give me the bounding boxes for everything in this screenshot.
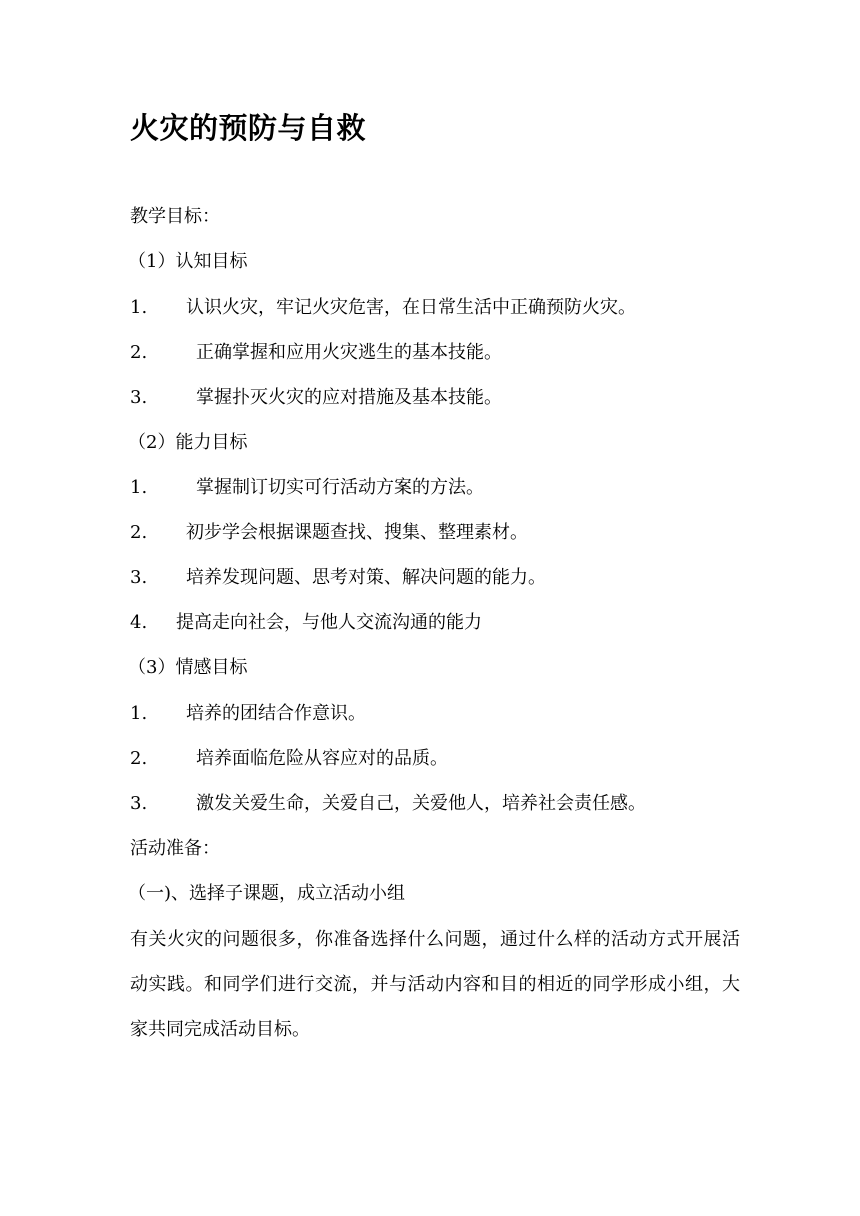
cognitive-item-1 bbox=[130, 293, 636, 323]
item-number: 3. bbox=[130, 567, 148, 588]
item-number: 3. bbox=[130, 387, 148, 408]
subsection-heading: （一)、选择子课题，成立活动小组 bbox=[128, 883, 406, 904]
item-number: 2. bbox=[130, 522, 148, 543]
item-text: 培养的团结合作意识。 bbox=[186, 703, 366, 724]
item-number: 2. bbox=[130, 748, 148, 769]
emotion-heading: （3）情感目标 bbox=[128, 657, 248, 678]
emotion-item-3 bbox=[130, 789, 646, 819]
item-text: 培养发现问题、思考对策、解决问题的能力。 bbox=[186, 567, 546, 588]
item-text: 掌握制订切实可行活动方案的方法。 bbox=[196, 477, 484, 498]
item-text: 培养面临危险从容应对的品质。 bbox=[196, 748, 448, 769]
item-text: 提高走向社会，与他人交流沟通的能力 bbox=[176, 612, 482, 633]
item-number: 3. bbox=[130, 793, 148, 814]
item-text: 初步学会根据课题查找、搜集、整理素材。 bbox=[186, 522, 528, 543]
item-number: 1. bbox=[130, 477, 148, 498]
item-number: 1. bbox=[130, 297, 148, 318]
cognitive-item-3 bbox=[130, 383, 502, 413]
item-number: 2. bbox=[130, 342, 148, 363]
body-paragraph: 有关火灾的问题很多，你准备选择什么问题，通过什么样的活动方式开展活动实践。和同学们进行交流，并与活动内容和目的相近的同学形成小组，大家共同完成活动目标。 bbox=[130, 929, 740, 1040]
cognitive-item-2 bbox=[130, 338, 502, 368]
ability-item-3 bbox=[130, 563, 546, 593]
cognitive-heading: （1）认知目标 bbox=[128, 251, 248, 272]
item-number: 1. bbox=[130, 703, 148, 724]
ability-heading: （2）能力目标 bbox=[128, 432, 248, 453]
item-text: 正确掌握和应用火灾逃生的基本技能。 bbox=[196, 342, 502, 363]
preparation-heading: 活动准备： bbox=[130, 838, 220, 859]
document-title: 火灾的预防与自救 bbox=[130, 111, 367, 145]
item-number: 4. bbox=[130, 612, 148, 633]
objectives-heading: 教学目标： bbox=[130, 206, 220, 227]
ability-item-1 bbox=[130, 473, 484, 503]
ability-item-4 bbox=[130, 608, 482, 638]
item-text: 激发关爱生命，关爱自己，关爱他人，培养社会责任感。 bbox=[196, 793, 646, 814]
ability-item-2 bbox=[130, 518, 528, 548]
item-text: 掌握扑灭火灾的应对措施及基本技能。 bbox=[196, 387, 502, 408]
emotion-item-2 bbox=[130, 744, 448, 774]
emotion-item-1 bbox=[130, 699, 366, 729]
item-text: 认识火灾，牢记火灾危害，在日常生活中正确预防火灾。 bbox=[186, 297, 636, 318]
